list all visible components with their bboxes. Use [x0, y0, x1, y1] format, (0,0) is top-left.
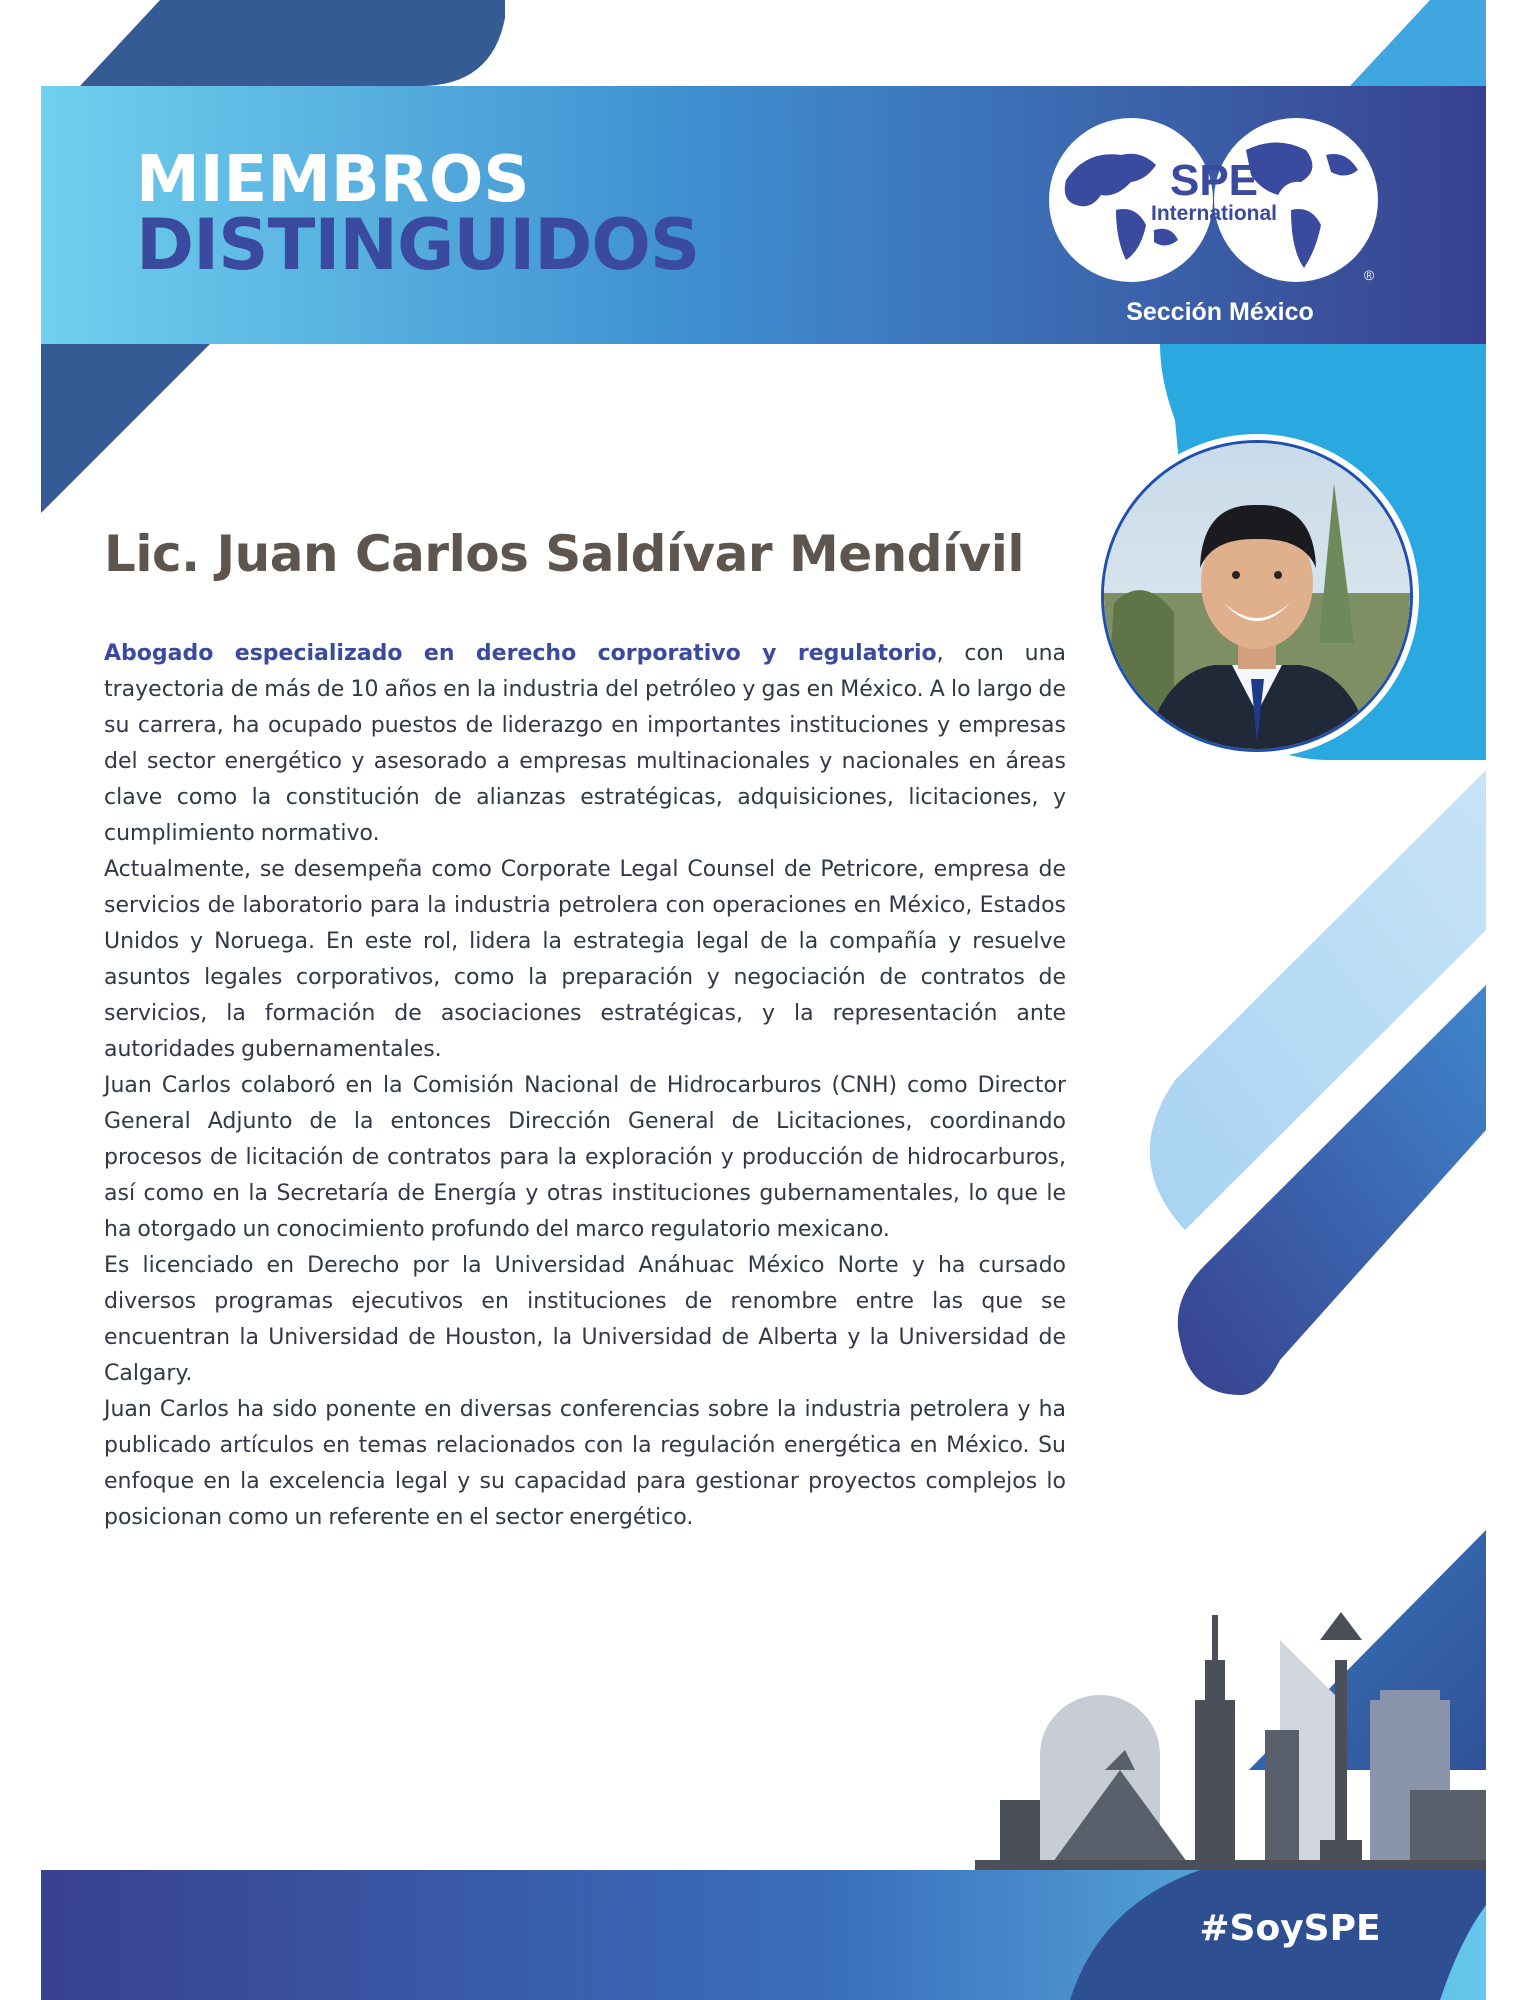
portrait-photo [1104, 443, 1410, 749]
title-line-2: DISTINGUIDOS [136, 204, 700, 286]
logo-section-label: Sección México [1126, 298, 1314, 326]
bio-lead-text: Abogado especializado en derecho corporativo y regulatorio [104, 641, 937, 666]
logo-subtitle: International [1150, 202, 1278, 225]
page-title [136, 143, 700, 286]
footer-hashtag: #SoySPE [1199, 1908, 1381, 1949]
bio-paragraph-1 [104, 636, 1066, 852]
registered-mark: ® [1363, 267, 1375, 283]
title-line-1: MIEMBROS [136, 143, 530, 217]
bio-paragraph-2: Actualmente, se desempeña como Corporate Legal Counsel de Petricore, empresa de servicios de laboratorio para la industria petrolera con operaciones en México, Estados Unidos y Noruega. En este rol, lidera la estrategia legal de la compañía y resuelve asuntos legales corporativos, como la preparación y negociación de contratos de servicios, la formación de asociaciones estratégicas, y la representación ante autoridades gubernamentales. [104, 857, 1066, 1062]
bio-paragraph-1-text: , con una trayectoria de más de 10 años en la industria del petróleo y gas en México. A lo largo de su carrera, ha ocupado puestos de liderazgo en importantes instituciones y empresas del sector energético y asesorado a empresas multinacionales y nacionales en áreas clave como la constitución de alianzas estratégicas, adquisiciones, licitaciones, y cumplimiento normativo. [104, 641, 1066, 846]
logo-name: SPE [1169, 156, 1259, 205]
biography [104, 636, 1066, 1536]
bio-paragraph-4: Es licenciado en Derecho por la Universidad Anáhuac México Norte y ha cursado diversos programas ejecutivos en instituciones de renombre entre las que se encuentran la Universidad de Houston, la Universidad de Alberta y la Universidad de Calgary. [104, 1253, 1066, 1386]
bio-paragraph-5: Juan Carlos ha sido ponente en diversas conferencias sobre la industria petrolera y ha publicado artículos en temas relacionados con la regulación energética en México. Su enfoque en la excelencia legal y su capacidad para gestionar proyectos complejos lo posicionan como un referente en el sector energético. [104, 1397, 1066, 1530]
person-name: Lic. Juan Carlos Saldívar Mendívil [104, 525, 1025, 583]
bio-paragraph-3: Juan Carlos colaboró en la Comisión Nacional de Hidrocarburos (CNH) como Director General Adjunto de la entonces Dirección General de Licitaciones, coordinando procesos de licitación de contratos para la exploración y producción de hidrocarburos, así como en la Secretaría de Energía y otras instituciones gubernamentales, lo que le ha otorgado un conocimiento profundo del marco regulatorio mexicano. [104, 1073, 1066, 1242]
